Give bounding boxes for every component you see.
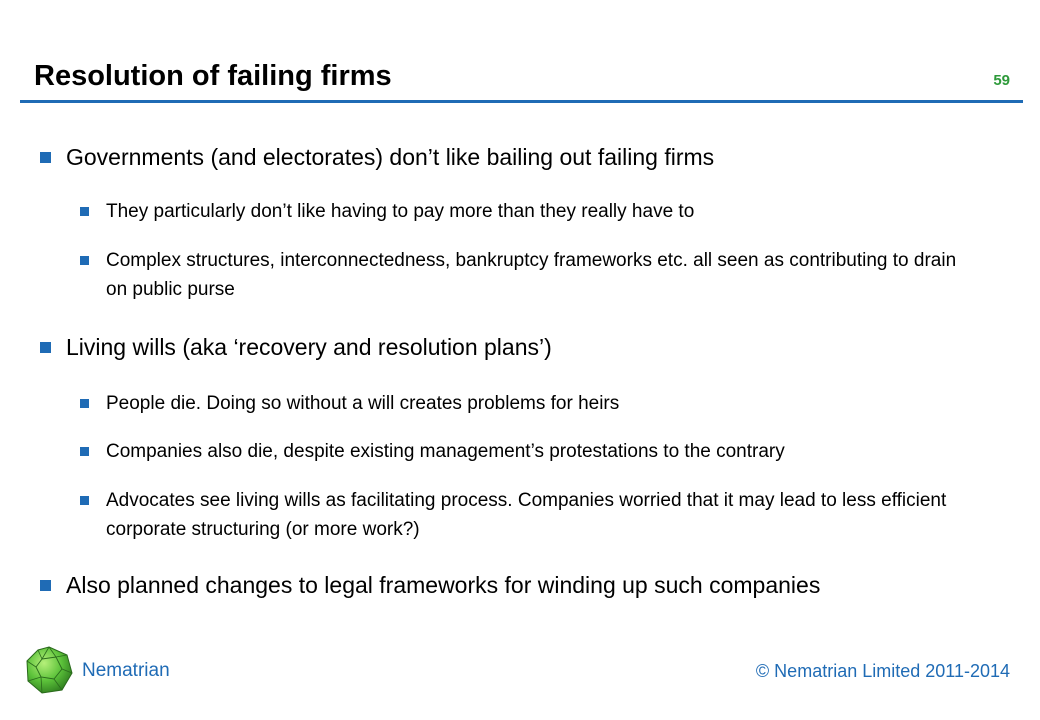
bullet-text: Companies also die, despite existing management’s protestations to the contrary — [106, 441, 785, 462]
slide-number: 59 — [993, 72, 1010, 89]
bullet-square-icon — [40, 342, 51, 353]
title-underline — [20, 100, 1023, 103]
bullet-text: Governments (and electorates) don’t like bailing out failing firms — [66, 144, 715, 170]
bullet-square-icon — [40, 152, 51, 163]
bullet-text: Also planned changes to legal frameworks for winding up such companies — [66, 572, 821, 598]
bullet-text: Advocates see living wills as facilitating process. Companies worried that it may lead to less efficient corporate structuring (or more work?) — [106, 490, 947, 540]
bullet-square-icon — [80, 447, 89, 456]
copyright-notice: © Nematrian Limited 2011-2014 — [755, 661, 1010, 681]
bullet-item — [40, 143, 1000, 171]
bullet-square-icon — [80, 256, 89, 265]
bullet-item — [40, 571, 1000, 599]
sub-bullet-item — [80, 486, 980, 544]
slide-title: Resolution of failing firms — [34, 60, 392, 92]
bullet-square-icon — [80, 399, 89, 408]
bullet-text: Complex structures, interconnectedness, bankruptcy frameworks etc. all seen as contributing to drain on public purse — [106, 250, 957, 300]
bullet-text: People die. Doing so without a will creates problems for heirs — [106, 393, 620, 414]
sub-bullet-item — [80, 197, 980, 226]
green-polyhedron-icon — [24, 645, 74, 695]
bullet-square-icon — [80, 207, 89, 216]
sub-bullet-item — [80, 389, 980, 418]
sub-bullet-item — [80, 246, 980, 304]
bullet-square-icon — [40, 580, 51, 591]
bullet-square-icon — [80, 496, 89, 505]
logo-text: Nematrian — [82, 660, 170, 681]
sub-bullet-item — [80, 437, 980, 466]
bullet-item — [40, 333, 1000, 361]
bullet-text: They particularly don’t like having to pay more than they really have to — [106, 201, 695, 222]
bullet-text: Living wills (aka ‘recovery and resolution plans’) — [66, 334, 552, 360]
